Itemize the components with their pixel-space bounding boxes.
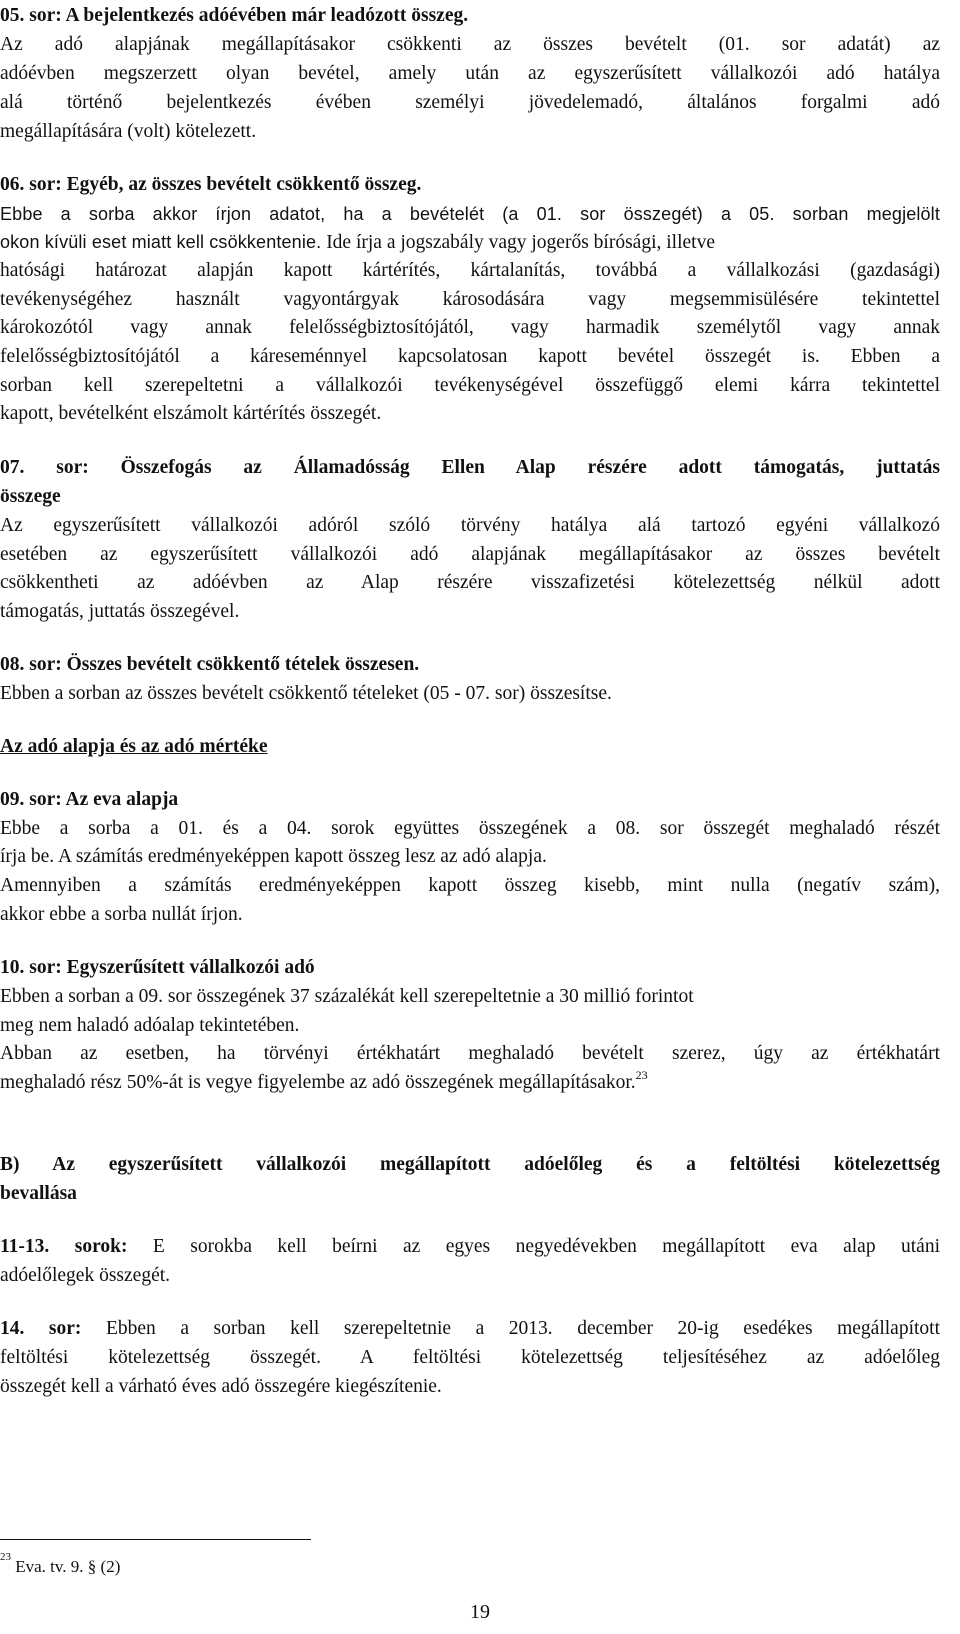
section-10-text-4: [0, 1067, 960, 1095]
section-06-text-8: kapott, bevételként elszámolt kártérítés összegét.: [0, 403, 382, 424]
section-14-text-3: összegét kell a várható éves adó összegére kiegészítenie.: [0, 1376, 442, 1397]
section-05-heading: 05. sor: A bejelentkezés adóévében már leadózott összeg.: [0, 5, 469, 26]
section-06-text-4: tevékenységéhez használt vagyontárgyak károsodására vagy megsemmisülésére tekintettel: [0, 289, 940, 310]
section-11-13-body: E sorokba kell beírni az egyes negyedévekben megállapított eva alap utáni: [127, 1236, 940, 1257]
part-b-heading-1: B) Az egyszerűsített vállalkozói megállapított adóelőleg és a feltöltési kötelezettség: [0, 1154, 940, 1175]
section-05-text-3: alá történő bejelentkezés évében személyi jövedelemadó, általános forgalmi adó: [0, 92, 940, 113]
section-09-heading: 09. sor: Az eva alapja: [0, 789, 179, 810]
section-06-text-3: hatósági határozat alapján kapott kártérítés, kártalanítás, továbbá a vállalkozási (gazdasági): [0, 260, 940, 281]
section-11-13-label: 11-13. sorok:: [0, 1236, 128, 1257]
section-06-text-7: sorban kell szerepeltetni a vállalkozói tevékenységével összefüggő elemi kárra tekintettel: [0, 375, 940, 396]
section-05-text-4: megállapítására (volt) kötelezett.: [0, 121, 257, 142]
section-10-text-2: meg nem haladó adóalap tekintetében.: [0, 1015, 300, 1036]
section-10-text-3: Abban az esetben, ha törvényi értékhatárt meghaladó bevételt szerez, úgy az értékhatárt: [0, 1043, 940, 1064]
section-07-text-3: csökkentheti az adóévben az Alap részére visszafizetési kötelezettség nélkül adott: [0, 572, 940, 593]
page-number: 19: [470, 1601, 490, 1623]
section-10-heading: 10. sor: Egyszerűsített vállalkozói adó: [0, 957, 315, 978]
section-06-text-6: felelősségbiztosítójától a káreseménnyel kapcsolatosan kapott bevétel összegét is. Ebben a: [0, 346, 940, 367]
section-09-text-2: írja be. A számítás eredményeképpen kapott összeg lesz az adó alapja.: [0, 846, 547, 867]
section-08-heading: 08. sor: Összes bevételt csökkentő tételek összesen.: [0, 654, 420, 675]
section-07-text-1: Az egyszerűsített vállalkozói adóról szóló törvény hatálya alá tartozó egyéni vállalkozó: [0, 515, 940, 536]
section-10-text-1: Ebben a sorban a 09. sor összegének 37 százalékát kell szerepeltetnie a 30 millió forintot: [0, 986, 694, 1007]
section-11-13-text-2: adóelőlegek összegét.: [0, 1265, 171, 1286]
section-14-body: Ebben a sorban kell szerepeltetnie a 2013. december 20-ig esedékes megállapított: [81, 1318, 940, 1339]
section-05-text-2: adóévben megszerzett olyan bevétel, amely után az egyszerűsített vállalkozói adó hatálya: [0, 63, 940, 84]
section-title-tax-base: Az adó alapja és az adó mértéke: [0, 736, 268, 757]
section-07-heading-1: 07. sor: Összefogás az Államadósság Ellen Alap részére adott támogatás, juttatás: [0, 457, 940, 478]
section-06-text-2b: Ide írja a jogszabály vagy jogerős bírósági, illetve: [321, 232, 715, 253]
section-09-text-3: Amennyiben a számítás eredményeképpen kapott összeg kisebb, mint nulla (negatív szám),: [0, 875, 940, 896]
footnote-text: Eva. tv. 9. § (2): [11, 1557, 121, 1576]
section-05-text-1: Az adó alapjának megállapításakor csökkenti az összes bevételt (01. sor adatát) az: [0, 34, 940, 55]
footnote-number: 23: [0, 1551, 11, 1564]
section-14-text-2: feltöltési kötelezettség összegét. A feltöltési kötelezettség teljesítéséhez az adóelőleg: [0, 1347, 940, 1368]
section-07-text-2: esetében az egyszerűsített vállalkozói adó alapjának megállapításakor az összes bevételt: [0, 544, 940, 565]
section-07-heading-2: összege: [0, 486, 61, 507]
section-09-text-4: akkor ebbe a sorba nullát írjon.: [0, 904, 243, 925]
footnote-reference[interactable]: 23: [635, 1067, 648, 1082]
section-06-text-2: [0, 230, 960, 255]
section-10-text-4-body: meghaladó rész 50%-át is vegye figyelembe az adó összegének megállapításakor.: [0, 1072, 636, 1093]
section-07-text-4: támogatás, juttatás összegével.: [0, 601, 240, 622]
section-06-heading: 06. sor: Egyéb, az összes bevételt csökkentő összeg.: [0, 174, 422, 195]
section-06-text-1: Ebbe a sorba akkor írjon adatot, ha a bevételét (a 01. sor összegét) a 05. sorban megjelölt: [0, 204, 940, 224]
section-11-13-text-1: [0, 1235, 960, 1259]
part-b-heading-2: bevallása: [0, 1183, 77, 1204]
footnote: [0, 1551, 121, 1578]
section-06-text-2a: okon kívüli eset miatt kell csökkentenie.: [0, 232, 322, 252]
footnote-separator: [0, 1539, 311, 1540]
section-06-text-5: károkozótól vagy annak felelősségbiztosítójától, vagy harmadik személytől vagy annak: [0, 317, 940, 338]
section-14-label: 14. sor:: [0, 1318, 82, 1339]
section-14-text-1: [0, 1317, 960, 1341]
section-09-text-1: Ebbe a sorba a 01. és a 04. sorok együttes összegének a 08. sor összegét meghaladó részét: [0, 818, 940, 839]
section-08-text-1: Ebben a sorban az összes bevételt csökkentő tételeket (05 - 07. sor) összesítse.: [0, 683, 612, 704]
